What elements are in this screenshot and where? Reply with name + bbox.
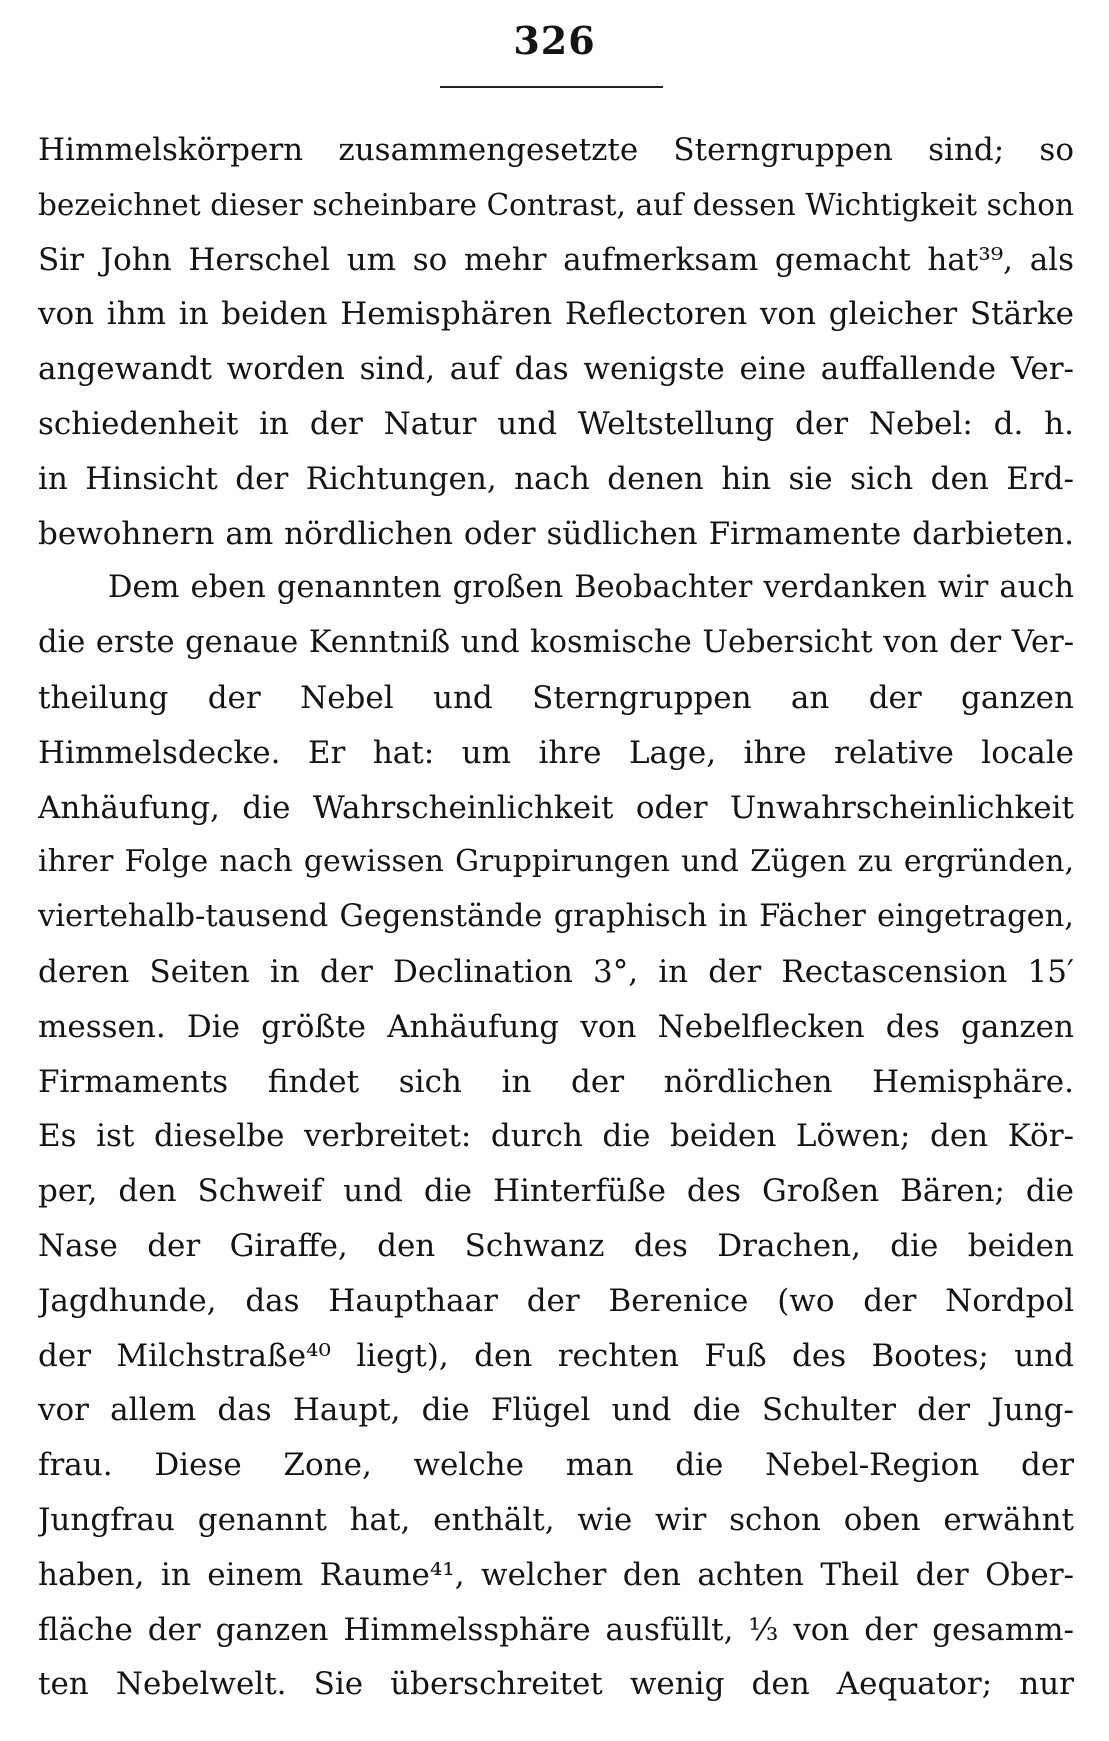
text-line: per, den Schweif und die Hinterfüße des Großen Bären; die [38, 1173, 1074, 1210]
text-line: viertehalb-tausend Gegenstände graphisch in Fächer eingetragen, [38, 899, 1074, 935]
text-line: Es ist dieselbe verbreitet: durch die beiden Löwen; den Kör- [38, 1118, 1074, 1155]
text-line: in Hinsicht der Richtungen, nach denen hin sie sich den Erd- [38, 460, 1074, 497]
text-line: bezeichnet dieser scheinbare Contrast, auf dessen Wichtigkeit schon [38, 187, 1074, 222]
text-line: angewandt worden sind, auf das wenigste eine auffallende Ver- [38, 351, 1074, 388]
text-line: Firmaments findet sich in der nördlichen Hemisphäre. [38, 1063, 1074, 1100]
header-rule [440, 86, 663, 88]
text-line: von ihm in beiden Hemisphären Reflectoren von gleicher Stärke [38, 296, 1074, 333]
text-line: ten Nebelwelt. Sie überschreitet wenig den Aequator; nur [38, 1666, 1074, 1703]
text-line: Himmelskörpern zusammengesetzte Sterngruppen sind; so [38, 132, 1074, 168]
text-line: fläche der ganzen Himmelssphäre ausfüllt, ⅓ von der gesamm- [38, 1611, 1074, 1648]
text-line: schiedenheit in der Natur und Weltstellung der Nebel: d. h. [38, 405, 1074, 442]
text-line: vor allem das Haupt, die Flügel und die Schulter der Jung- [38, 1392, 1074, 1429]
body-text [38, 123, 1074, 1712]
text-line: frau. Diese Zone, welche man die Nebel-Region der [38, 1447, 1074, 1484]
page-number: 326 [513, 18, 596, 63]
text-line: Nase der Giraffe, den Schwanz des Drachen, die beiden [38, 1227, 1074, 1264]
text-line: Anhäufung, die Wahrscheinlichkeit oder Unwahrscheinlichkeit [38, 789, 1074, 826]
text-line: bewohnern am nördlichen oder südlichen Firmamente darbieten. [38, 515, 1074, 552]
text-line: Jagdhunde, das Haupthaar der Berenice (wo der Nordpol [38, 1282, 1074, 1319]
text-line: ihrer Folge nach gewissen Gruppirungen und Zügen zu ergründen, [38, 844, 1074, 880]
text-line: messen. Die größte Anhäufung von Nebelflecken des ganzen [38, 1008, 1074, 1045]
paragraph-start-line: Dem eben genannten großen Beobachter verdanken wir auch [108, 570, 1074, 606]
text-line: der Milchstraße⁴⁰ liegt), den rechten Fuß des Bootes; und [38, 1337, 1074, 1374]
text-line: deren Seiten in der Declination 3°, in der Rectascension 15′ [38, 953, 1074, 990]
text-line: Sir John Herschel um so mehr aufmerksam gemacht hat³⁹, als [38, 241, 1074, 278]
text-line: haben, in einem Raume⁴¹, welcher den achten Theil der Ober- [38, 1556, 1074, 1593]
text-line: die erste genaue Kenntniß und kosmische Uebersicht von der Ver- [38, 625, 1074, 661]
text-line: Jungfrau genannt hat, enthält, wie wir schon oben erwähnt [38, 1501, 1074, 1538]
text-line: theilung der Nebel und Sterngruppen an der ganzen [38, 679, 1074, 716]
text-line: Himmelsdecke. Er hat: um ihre Lage, ihre relative locale [38, 734, 1074, 771]
